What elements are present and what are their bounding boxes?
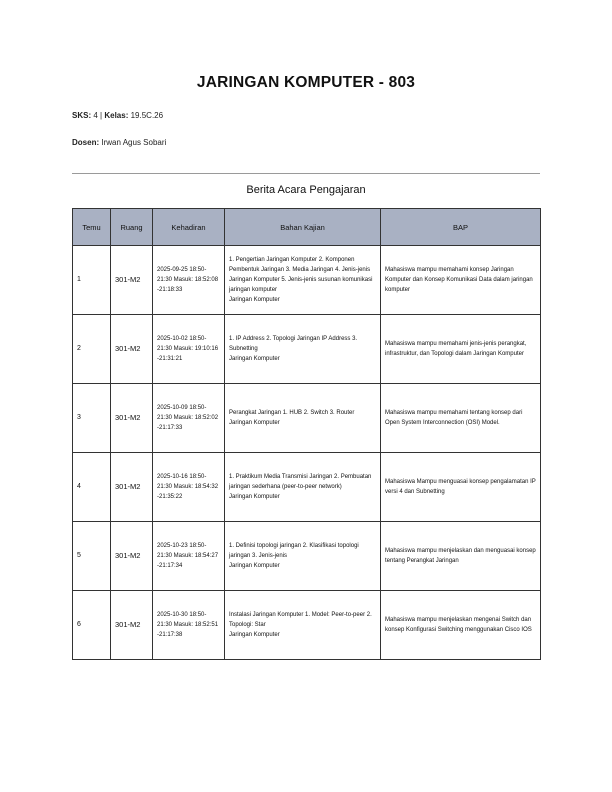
cell-kehadiran: 2025-10-30 18:50-21:30 Masuk: 18:52:51 -21:17:38	[153, 591, 225, 660]
lecturer-line	[72, 138, 166, 147]
bahan-topics: Perangkat Jaringan 1. HUB 2. Switch 3. Router	[229, 410, 355, 416]
cell-bap: Mahasiswa mampu memahami konsep Jaringan Komputer dan Konsep Komunikasi Data dalam jaringan komputer	[381, 246, 541, 315]
cell-bahan-kajian	[225, 522, 381, 591]
cell-bahan-kajian	[225, 315, 381, 384]
bahan-course: Jaringan Komputer	[229, 420, 280, 426]
cell-kehadiran: 2025-10-16 18:50-21:30 Masuk: 18:54:32 -21:35:22	[153, 453, 225, 522]
cell-bap: Mahasiswa mampu menjelaskan dan menguasai konsep tentang Perangkat Jaringan	[381, 522, 541, 591]
bap-table	[72, 208, 541, 660]
cell-bap: Mahasiswa mampu menjelaskan mengenai Switch dan konsep Konfigurasi Switching menggunakan Cisco IOS	[381, 591, 541, 660]
bahan-topics: 1. Praktikum Media Transmisi Jaringan 2. Pembuatan jaringan sederhana (peer-to-peer network)	[229, 474, 372, 490]
table-row	[73, 384, 541, 453]
cell-ruang: 301-M2	[111, 522, 153, 591]
kelas-value: 19.5C.26	[130, 111, 164, 120]
bahan-topics: Instalasi Jaringan Komputer 1. Model: Peer-to-peer 2. Topologi: Star	[229, 612, 372, 628]
cell-kehadiran: 2025-09-25 18:50-21:30 Masuk: 18:52:08 -21:18:33	[153, 246, 225, 315]
cell-ruang: 301-M2	[111, 591, 153, 660]
bahan-course: Jaringan Komputer	[229, 494, 280, 500]
course-meta-line	[72, 111, 163, 120]
cell-bap: Mahasiswa mampu memahami jenis-jenis perangkat, infrastruktur, dan Topologi dalam Jaringan Komputer	[381, 315, 541, 384]
table-row	[73, 591, 541, 660]
kelas-label: Kelas:	[104, 111, 129, 120]
table-row	[73, 522, 541, 591]
cell-bahan-kajian	[225, 453, 381, 522]
section-divider	[72, 173, 540, 174]
section-title: Berita Acara Pengajaran	[246, 184, 366, 196]
sks-label: SKS:	[72, 111, 92, 120]
cell-temu: 1	[73, 246, 111, 315]
cell-temu: 2	[73, 315, 111, 384]
cell-bap: Mahasiswa Mampu menguasai konsep pengalamatan IP versi 4 dan Subnetting	[381, 453, 541, 522]
cell-kehadiran: 2025-10-23 18:50-21:30 Masuk: 18:54:27 -21:17:34	[153, 522, 225, 591]
header-ruang: Ruang	[111, 209, 153, 246]
cell-bahan-kajian	[225, 591, 381, 660]
cell-bahan-kajian	[225, 246, 381, 315]
cell-ruang: 301-M2	[111, 384, 153, 453]
table-header-row	[73, 209, 541, 246]
header-bahan-kajian: Bahan Kajian	[225, 209, 381, 246]
bahan-course: Jaringan Komputer	[229, 632, 280, 638]
table-row	[73, 315, 541, 384]
dosen-label: Dosen:	[72, 138, 100, 147]
cell-ruang: 301-M2	[111, 246, 153, 315]
table-row	[73, 246, 541, 315]
page-title: JARINGAN KOMPUTER - 803	[196, 74, 416, 91]
sks-value: 4	[93, 111, 98, 120]
dosen-value: Irwan Agus Sobari	[101, 138, 167, 147]
cell-temu: 6	[73, 591, 111, 660]
cell-ruang: 301-M2	[111, 315, 153, 384]
header-temu: Temu	[73, 209, 111, 246]
cell-temu: 4	[73, 453, 111, 522]
table-row	[73, 453, 541, 522]
cell-bap: Mahasiswa mampu memahami tentang konsep dari Open System Interconnection (OSI) Model.	[381, 384, 541, 453]
bahan-topics: 1. Pengertian Jaringan Komputer 2. Komponen Pembentuk Jaringan 3. Media Jaringan 4. Jenis-jenis Jaringan Komputer 5. Jenis-jenis susunan komunikasi jaringan komputer	[229, 257, 373, 293]
cell-temu: 3	[73, 384, 111, 453]
bahan-course: Jaringan Komputer	[229, 297, 280, 303]
cell-ruang: 301-M2	[111, 453, 153, 522]
bahan-topics: 1. IP Address 2. Topologi Jaringan IP Address 3. Subnetting	[229, 336, 358, 352]
bahan-topics: 1. Definisi topologi jaringan 2. Klasifikasi topologi jaringan 3. Jenis-jenis	[229, 543, 359, 559]
cell-temu: 5	[73, 522, 111, 591]
bahan-course: Jaringan Komputer	[229, 356, 280, 362]
header-kehadiran: Kehadiran	[153, 209, 225, 246]
cell-kehadiran: 2025-10-09 18:50-21:30 Masuk: 18:52:02 -21:17:33	[153, 384, 225, 453]
meta-separator: |	[100, 111, 103, 120]
header-bap: BAP	[381, 209, 541, 246]
cell-kehadiran: 2025-10-02 18:50-21:30 Masuk: 19:10:16 -21:31:21	[153, 315, 225, 384]
bahan-course: Jaringan Komputer	[229, 563, 280, 569]
cell-bahan-kajian	[225, 384, 381, 453]
